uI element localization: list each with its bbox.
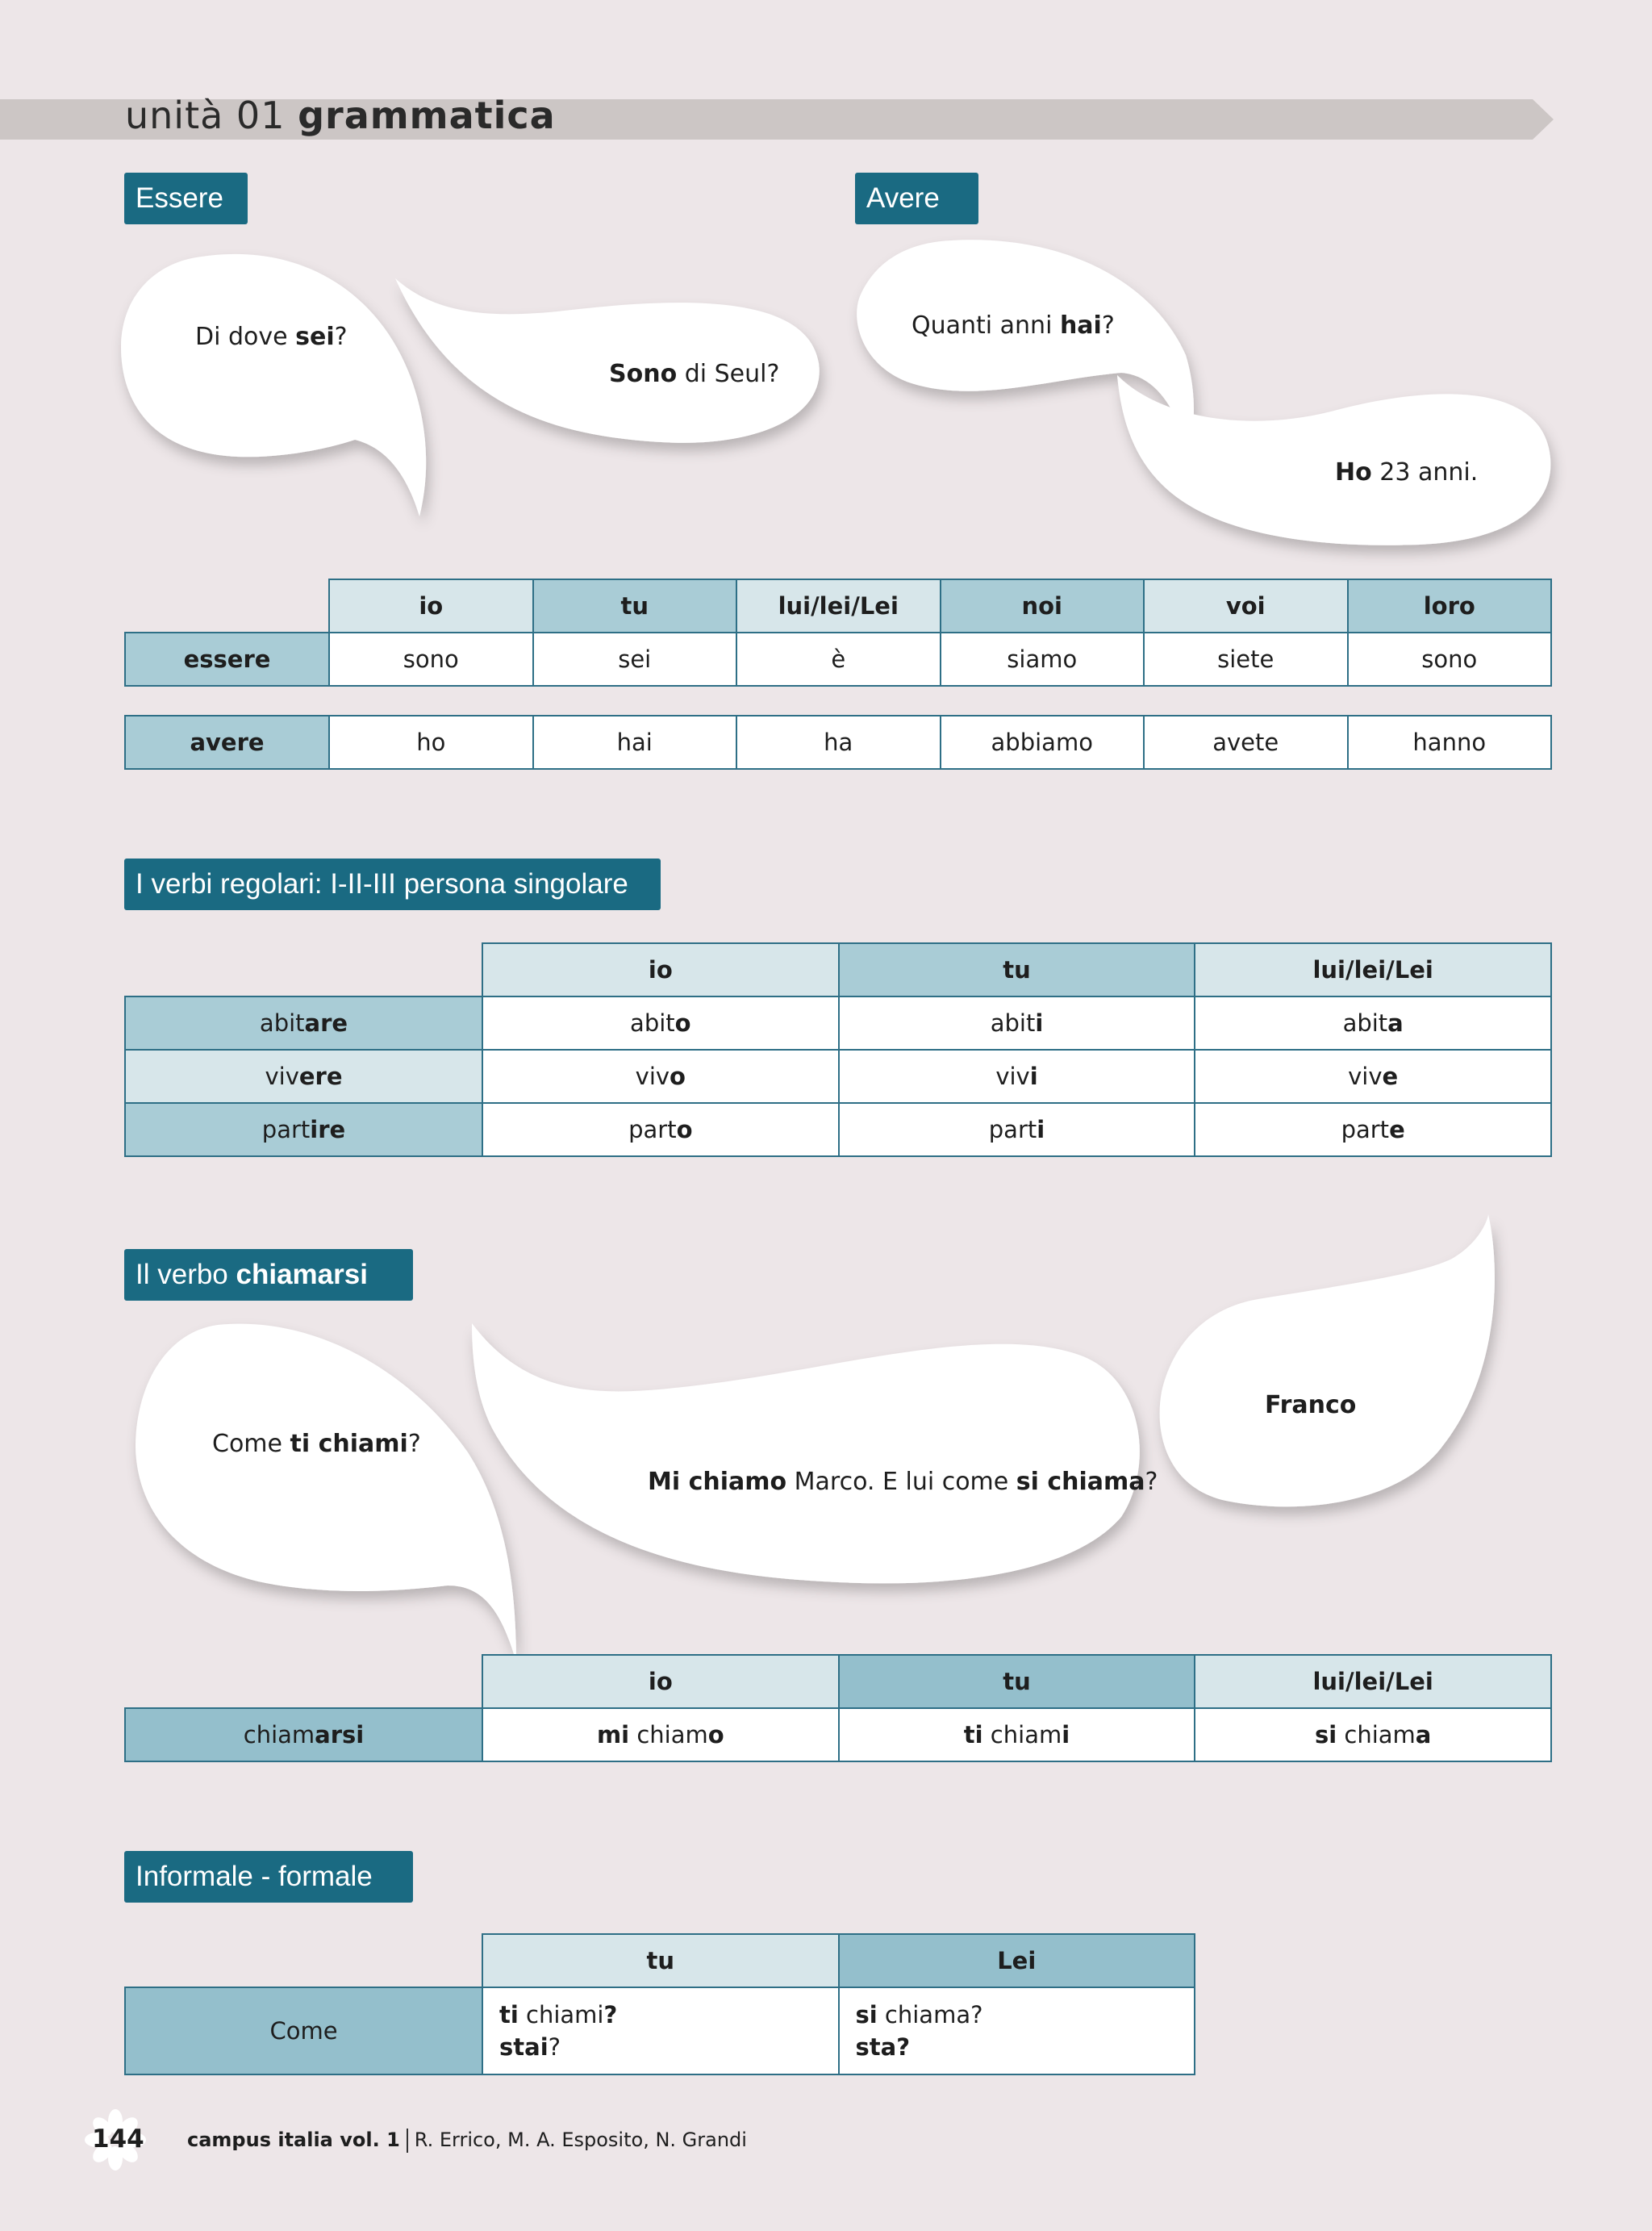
verb-stem: chiam: [1337, 1721, 1416, 1748]
verb-stem: part: [261, 1116, 311, 1143]
table-cell: [1195, 996, 1551, 1050]
text-part: Il verbo: [136, 1259, 236, 1290]
text-part: ?: [334, 323, 348, 351]
text-bold: Ho: [1335, 458, 1372, 487]
table-corner: [125, 943, 482, 996]
verb-stem: part: [628, 1116, 677, 1143]
verb-ending: a: [1415, 1721, 1432, 1748]
table-cell: siete: [1144, 633, 1348, 686]
table-row: [125, 1987, 1195, 2074]
table-cell: [839, 996, 1195, 1050]
bubble-essere-question-text: [195, 323, 348, 351]
verb-stem: viv: [1348, 1063, 1383, 1090]
verb-stem: abit: [259, 1009, 305, 1037]
verb-text: chiama: [877, 2001, 971, 2028]
cell-line: [499, 1999, 838, 2031]
table-row: [125, 996, 1551, 1050]
table-cell: [839, 1987, 1195, 2074]
header-cell: lui/lei/Lei: [1195, 943, 1551, 996]
table-row: [125, 1708, 1551, 1761]
table-header-row: [125, 1655, 1551, 1708]
cell-line: [856, 2031, 1195, 2063]
verb-bold: stai: [499, 2033, 549, 2061]
reflexive-pronoun: ti: [499, 2001, 519, 2028]
text-part: Come: [212, 1430, 290, 1458]
verb-ending: a: [1387, 1009, 1404, 1037]
verb-ending: are: [304, 1009, 348, 1037]
reflexive-pronoun: si: [855, 2001, 878, 2028]
header-cell: io: [482, 943, 839, 996]
table-header-row: [125, 579, 1551, 633]
verb-ending: i: [1035, 1009, 1044, 1037]
verb-stem: chiam: [629, 1721, 708, 1748]
verb-ending: o: [674, 1009, 691, 1037]
text-part: Quanti anni: [912, 311, 1060, 340]
text-part: Marco. E lui come: [786, 1468, 1016, 1496]
table-corner: [125, 1934, 482, 1987]
table-header-row: [125, 1934, 1195, 1987]
text-bold: Sono: [609, 360, 678, 388]
bubble-franco-text: [1265, 1391, 1356, 1419]
table-cell: [482, 1987, 839, 2074]
verb-ending: i: [1062, 1721, 1070, 1748]
table-corner: [125, 579, 329, 633]
text-part: 23 anni.: [1371, 458, 1479, 487]
section-label-chiamarsi: [124, 1249, 413, 1301]
table-essere: [124, 579, 1552, 687]
section-label-avere: Avere: [855, 173, 978, 224]
table-cell: abbiamo: [941, 716, 1145, 769]
bubble-chiamarsi-answer: [472, 1323, 1140, 1583]
reflexive-pronoun: si: [1314, 1721, 1337, 1748]
section-label-regolari: I verbi regolari: I-II-III persona singolare: [124, 859, 661, 910]
table-cell: hai: [533, 716, 737, 769]
verb-ending: e: [1382, 1063, 1399, 1090]
table-avere: [124, 715, 1552, 770]
row-label: essere: [125, 633, 329, 686]
text-bold: sei: [295, 323, 335, 351]
table-chiamarsi: [124, 1654, 1552, 1762]
verb-ending: ere: [298, 1063, 343, 1090]
table-cell: [839, 1050, 1195, 1103]
question-mark: ?: [603, 2001, 618, 2028]
header-cell: io: [482, 1655, 839, 1708]
table-header-row: [125, 943, 1551, 996]
header-cell: loro: [1348, 579, 1552, 633]
header-cell: tu: [533, 579, 737, 633]
header-cell: Lei: [839, 1934, 1195, 1987]
unit-title-text: grammatica: [298, 94, 556, 137]
verb-stem: viv: [995, 1063, 1030, 1090]
book-authors: R. Errico, M. A. Esposito, N. Grandi: [414, 2129, 747, 2151]
verb-stem: chiam: [982, 1721, 1062, 1748]
table-cell: [482, 996, 839, 1050]
table-cell: [482, 1708, 839, 1761]
text-part: Di dove: [195, 323, 296, 351]
question-mark: ?: [970, 2001, 983, 2028]
section-label-essere: Essere: [124, 173, 248, 224]
table-cell: sei: [533, 633, 737, 686]
header-cell: lui/lei/Lei: [1195, 1655, 1551, 1708]
verb-bold: sta?: [855, 2033, 911, 2061]
table-cell: [839, 1708, 1195, 1761]
table-formale: [124, 1933, 1195, 2075]
header-cell: io: [329, 579, 533, 633]
table-cell: [839, 1103, 1195, 1156]
book-title: campus italia vol. 1: [187, 2129, 400, 2151]
table-corner: [125, 1655, 482, 1708]
verb-stem: part: [1341, 1116, 1390, 1143]
table-cell: hanno: [1348, 716, 1552, 769]
table-cell: [482, 1103, 839, 1156]
verb-text: ?: [548, 2033, 561, 2061]
row-label: [125, 1708, 482, 1761]
table-cell: [1195, 1708, 1551, 1761]
text-bold: ti chiami: [290, 1430, 408, 1458]
header-cell: tu: [482, 1934, 839, 1987]
table-cell: [1195, 1050, 1551, 1103]
table-cell: ha: [736, 716, 941, 769]
page-number: 144: [92, 2124, 144, 2154]
table-row: [125, 1050, 1551, 1103]
verb-stem: abit: [630, 1009, 675, 1037]
verb-ending: arsi: [315, 1721, 365, 1748]
table-cell: siamo: [941, 633, 1145, 686]
header-cell: voi: [1144, 579, 1348, 633]
row-label: Come: [125, 1987, 482, 2074]
header-cell: tu: [839, 943, 1195, 996]
verb-stem: viv: [635, 1063, 670, 1090]
unit-prefix: unità 01: [125, 94, 286, 137]
table-row: [125, 716, 1551, 769]
verb-stem: part: [988, 1116, 1037, 1143]
text-part: ?: [1101, 311, 1115, 340]
table-cell: è: [736, 633, 941, 686]
table-row: [125, 633, 1551, 686]
row-label: [125, 996, 482, 1050]
footer-separator: [407, 2129, 408, 2153]
table-cell: sono: [329, 633, 533, 686]
verb-stem: abit: [990, 1009, 1036, 1037]
row-label: [125, 1050, 482, 1103]
cell-line: [499, 2031, 838, 2063]
bubble-essere-question: [121, 254, 426, 516]
text-part: ?: [1145, 1468, 1158, 1496]
text-bold: chiamarsi: [236, 1259, 368, 1290]
text-bold: Mi chiamo: [648, 1468, 787, 1496]
header-cell: tu: [839, 1655, 1195, 1708]
verb-ending: i: [1037, 1116, 1045, 1143]
text-part: di Seul?: [677, 360, 780, 388]
verb-stem: abit: [1342, 1009, 1388, 1037]
text-bold: hai: [1059, 311, 1102, 340]
row-label: avere: [125, 716, 329, 769]
verb-ending: o: [676, 1116, 693, 1143]
bubble-avere-question-text: [912, 311, 1115, 340]
bubble-avere-answer-text: [1335, 458, 1478, 487]
header-cell: lui/lei/Lei: [736, 579, 941, 633]
reflexive-pronoun: mi: [596, 1721, 630, 1748]
verb-stem: viv: [265, 1063, 299, 1090]
bubble-franco: [1160, 1214, 1495, 1506]
bubble-chiamarsi-answer-text: [648, 1468, 1158, 1496]
cell-line: [856, 1999, 1195, 2031]
verb-ending: i: [1029, 1063, 1038, 1090]
verb-ending: ire: [310, 1116, 346, 1143]
row-label: [125, 1103, 482, 1156]
verb-ending: e: [1389, 1116, 1405, 1143]
text-bold: si chiama: [1016, 1468, 1145, 1496]
table-cell: ho: [329, 716, 533, 769]
text-bold: Franco: [1265, 1391, 1357, 1419]
table-regolari: [124, 942, 1552, 1157]
table-cell: avete: [1144, 716, 1348, 769]
text-part: ?: [407, 1430, 421, 1458]
header-cell: noi: [941, 579, 1145, 633]
verb-text: chiami: [518, 2001, 604, 2028]
footer-credits: [187, 2129, 747, 2153]
verb-ending: o: [707, 1721, 724, 1748]
verb-ending: o: [670, 1063, 686, 1090]
verb-stem: chiam: [243, 1721, 315, 1748]
table-cell: [1195, 1103, 1551, 1156]
table-row: [125, 1103, 1551, 1156]
bubble-chiamarsi-question-text: [212, 1430, 421, 1458]
table-cell: [482, 1050, 839, 1103]
table-cell: sono: [1348, 633, 1552, 686]
bubble-essere-answer-text: [609, 360, 779, 388]
reflexive-pronoun: ti: [963, 1721, 983, 1748]
bubble-chiamarsi-question: [136, 1324, 516, 1662]
section-label-informale: Informale - formale: [124, 1851, 413, 1903]
